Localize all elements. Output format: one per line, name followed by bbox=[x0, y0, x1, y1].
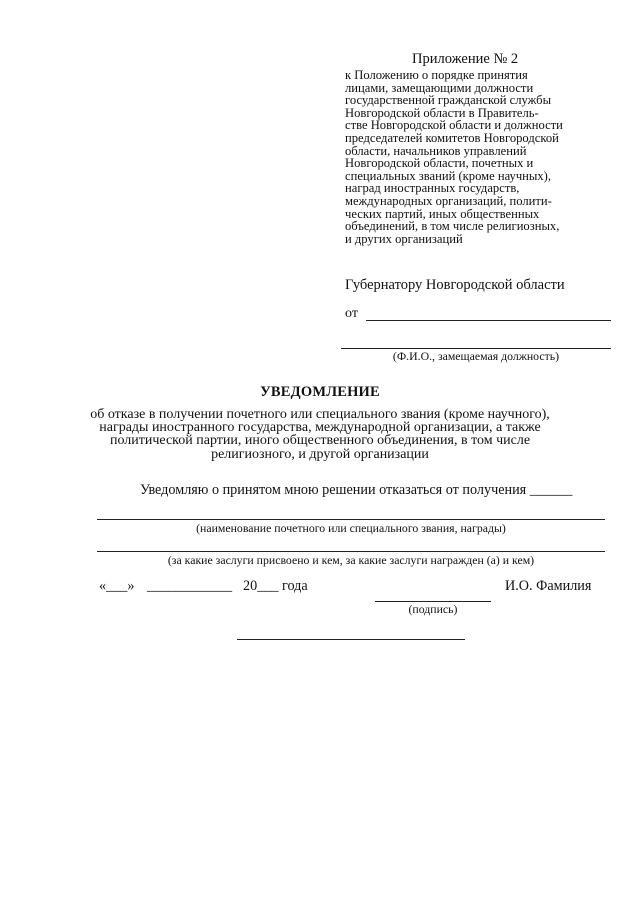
notification-text: Уведомляю о принятом мною решении отказаться от получения ______ bbox=[140, 482, 573, 498]
subtitle-line: политической партии, иного общественного объединения, в том числе bbox=[109, 433, 531, 449]
date-year: 20___ года bbox=[243, 578, 308, 594]
bottom-line bbox=[237, 639, 465, 640]
subtitle-line: награды иностранного государства, международной организации, а также bbox=[99, 420, 541, 436]
subtitle-line: об отказе в получении почетного или специального звания (кроме научного), bbox=[90, 407, 550, 422]
appendix-reference bbox=[345, 69, 607, 245]
reference-line: государственной гражданской службы bbox=[345, 93, 552, 108]
from-name-line bbox=[366, 320, 611, 321]
award-name-line bbox=[97, 519, 605, 520]
signatory-name: И.О. Фамилия bbox=[505, 578, 592, 594]
award-name-caption: (наименование почетного или специального звания, награды) bbox=[196, 521, 506, 535]
reference-line: к Положению о порядке принятия bbox=[345, 68, 528, 82]
signature-caption: (подпись) bbox=[408, 602, 458, 616]
reference-line: стве Новгородской области и должности bbox=[345, 118, 563, 133]
reference-line: ческих партий, иных общественных bbox=[345, 206, 540, 221]
from-label: от bbox=[345, 306, 358, 321]
name-position-caption: (Ф.И.О., замещаемая должность) bbox=[392, 349, 560, 363]
document-title: УВЕДОМЛЕНИЕ bbox=[260, 384, 380, 400]
reference-line: и других организаций bbox=[345, 231, 463, 246]
reference-line: области, начальников управлений bbox=[345, 143, 527, 158]
reference-line: наград иностранных государств, bbox=[345, 181, 520, 196]
date-month: ____________ bbox=[147, 578, 233, 594]
addressee-governor: Губернатору Новгородской области bbox=[345, 277, 565, 293]
reference-line: международных организаций, полити- bbox=[345, 193, 552, 208]
document-subtitle bbox=[80, 408, 560, 461]
merits-caption: (за какие заслуги присвоено и кем, за какие заслуги награжден (а) и кем) bbox=[167, 553, 535, 567]
reference-line: Новгородской области в Правитель- bbox=[345, 105, 539, 120]
merits-line bbox=[97, 551, 605, 552]
reference-line: лицами, замещающими должности bbox=[345, 80, 534, 95]
subtitle-line: религиозного, и другой организации bbox=[211, 446, 429, 462]
reference-line: Новгородской области, почетных и bbox=[345, 156, 534, 171]
appendix-title: Приложение № 2 bbox=[412, 51, 519, 67]
reference-line: председателей комитетов Новгородской bbox=[345, 130, 559, 145]
date-day: «___» bbox=[99, 578, 135, 594]
reference-line: объединений, в том числе религиозных, bbox=[345, 219, 560, 234]
reference-line: специальных званий (кроме научных), bbox=[345, 168, 552, 183]
